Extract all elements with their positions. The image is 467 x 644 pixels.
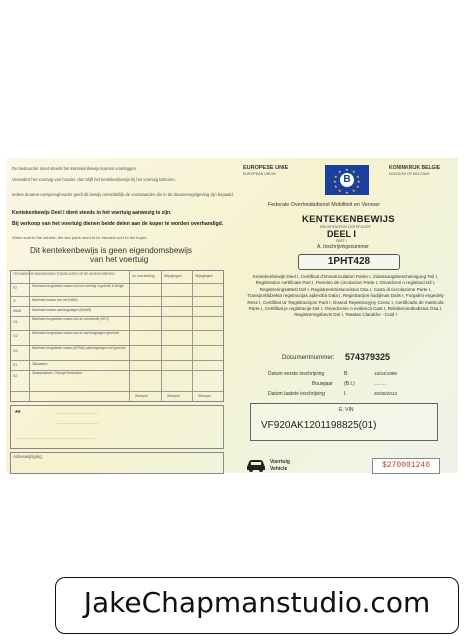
technical-changes-table: [10, 270, 224, 402]
notes-dots: ......................................: [56, 410, 99, 415]
kingdom-subtitle: KINGDOM OF BELGIUM: [389, 172, 430, 176]
stamp-label: Stempel: [198, 394, 211, 398]
table-row-divider: [11, 306, 223, 307]
table-divider: [129, 271, 130, 401]
vin-label: E. VIN: [339, 407, 354, 413]
row-label: Maximale toegestane massa van de aanhangwagen gerenmd: [32, 331, 120, 335]
row-label: Maximale massa aanhangwagen (MMAR): [32, 308, 92, 312]
row-label: Maximale toegestane massa van de combinatie (MTC): [32, 317, 110, 321]
header-line-6: When sold to the vehicle, the two parts need to be handed over to the buyer.: [12, 235, 148, 240]
notes-box: [10, 405, 224, 449]
row-label: Maximale toegestane massa (MTMA) aanhangwagen niet geremd: [32, 346, 126, 350]
header-line-1: De bestuurder moet steeds het kentekenbewijs kunnen voorleggen.: [12, 166, 138, 171]
watermark-banner: [55, 577, 459, 634]
header-line-2: Verandert het voertuig van houder, dan blijft het kentekenbewijs bij het voertuig behoren.: [12, 177, 176, 182]
row-code: S1: [13, 363, 18, 367]
vehicle-label-en: Vehicle: [270, 466, 288, 472]
address-label: Adreswijziging: [13, 454, 42, 459]
registration-plate: 1PHT428: [298, 254, 400, 270]
first-registration-code: B.: [344, 371, 349, 377]
last-registration-code: I.: [344, 391, 347, 397]
row-code: O1: [13, 320, 18, 324]
certificate-subtitle: REGISTRATION CERTIFICATE: [320, 225, 371, 229]
table-header-col2: 1e voorstelling: [132, 274, 155, 278]
authority: Federale Overheidsdienst Mobiliteit en Vervoer: [268, 202, 381, 208]
table-header-col4: Wijzigingen: [195, 274, 213, 278]
country-letter: B: [340, 173, 354, 187]
row-code: MAM: [13, 309, 22, 313]
row-code: F2: [13, 286, 18, 290]
eu-title: EUROPESE UNIE: [243, 165, 289, 171]
table-divider: [192, 271, 193, 401]
certificate-title: KENTEKENBEWIJS: [302, 214, 395, 225]
table-header-col1: TECHNISCHE WIJZIGINGEN TOEGELATEN OP DE INGESCHREVEN: [13, 272, 115, 276]
notes-marker: **: [15, 410, 21, 417]
row-label: Zitplaatsen: [32, 362, 48, 366]
header-line-3: Iedere douane-oorspronghouder geeft dit bewijs onmiddellijk de voorwaarden die in de douaneregelgeving zijn bepaald.: [12, 192, 234, 197]
vin-value: VF920AK1201198825(01): [261, 420, 377, 431]
car-icon: [245, 458, 267, 472]
multilingual-title-block: Kentekenbewijs Deel I, Certificat d'immatriculation Partie I, Zulassungsbescheinigung Teil I, Registration certificate Part I, Permiso de circulacion Parte I, Osvedceni o registraci Dil I, Registreringsattest Del I, Registreerimistunnistus Osa I, Carta di circolazione Parte I, Transportlidzekla registracijas aplieciba Dala I, Registracijos liudijimas Dalis I, Forgalmi engedely Resz I, Certifikat ta' Registrazzjoni Parti I, Dowod Rejestracyjny Czesc I, Certificado de matricula Parte I, Certifikat je registracije Del I, Osvedcenie o evidencii Cast I, Rekisterointitodistus Osa I, Registreringsbevis Del I, Teastas Claraithe - Cuid I: [247, 274, 444, 318]
row-code: O3: [13, 349, 18, 353]
header-line-5: Bij verkoop van het voertuig dienen beide delen aan de koper te worden overhandigd.: [12, 221, 224, 227]
row-code: O2: [13, 334, 18, 338]
row-label: Staanplaatsen / Garage Bestuurder: [32, 371, 83, 375]
row-code: G: [13, 299, 16, 303]
stamp-label: Stempel: [135, 394, 148, 398]
table-row-divider: [11, 296, 223, 297]
eu-stars-icon: ★ ★ ★ ★ ★ ★ ★ ★ ★ ★ ★ ★: [333, 167, 361, 195]
table-divider: [29, 271, 30, 401]
build-year-value: ..........: [374, 381, 387, 386]
stamp-label: Stempel: [167, 394, 180, 398]
row-code: S2: [13, 374, 18, 378]
first-registration-label: Datum eerste inschrijving: [268, 371, 325, 377]
table-divider: [161, 271, 162, 401]
last-registration-label: Datum laatste inschrijving: [268, 391, 325, 397]
address-change-box: [10, 452, 224, 474]
build-year-code: (B.I.): [344, 381, 355, 387]
serial-number: $270001240: [372, 458, 440, 474]
part-title: DEEL I: [327, 229, 356, 239]
table-header-col3: Wijzigingen: [164, 274, 182, 278]
row-label: Maximale massa van het (MMA): [32, 298, 78, 302]
first-registration-date: 16/04/1999: [374, 371, 397, 376]
part-subtitle: PART I: [336, 239, 347, 243]
eu-subtitle: EUROPEAN UNION: [243, 172, 276, 176]
table-row-divider: [11, 391, 223, 392]
document-number-label: Documentnummer:: [282, 354, 335, 361]
plate-label: A. Inschrijvingsnummer: [317, 244, 369, 250]
vin-box: [250, 403, 438, 441]
eu-flag-emblem: [325, 165, 369, 195]
warning-line-2: van het voertuig: [90, 255, 149, 264]
last-registration-date: 20/08/2013: [374, 391, 397, 396]
notes-dots: ......................................: [56, 420, 99, 425]
notes-dots: ........................................................................: [15, 435, 96, 440]
header-line-4: Kentekenbewijs Deel I dient steeds in het voertuig aanwezig te zijn.: [12, 210, 172, 216]
watermark-text: JakeChapmanstudio.com: [83, 586, 431, 619]
vehicle-label: Voertuig: [270, 459, 290, 465]
build-year-label: Bouwjaar: [312, 381, 333, 387]
warning-line-1: Dit kentekenbewijs is geen eigendomsbewijs: [30, 246, 193, 255]
kingdom-title: KONINKRIJK BELGIE: [389, 165, 441, 171]
row-label: Maximaal toegestane massa van het voertuig in gebruik in Belgie: [32, 284, 124, 288]
document-number: 574379325: [345, 352, 391, 362]
table-row-divider: [11, 360, 223, 361]
ownership-warning: [10, 245, 225, 265]
